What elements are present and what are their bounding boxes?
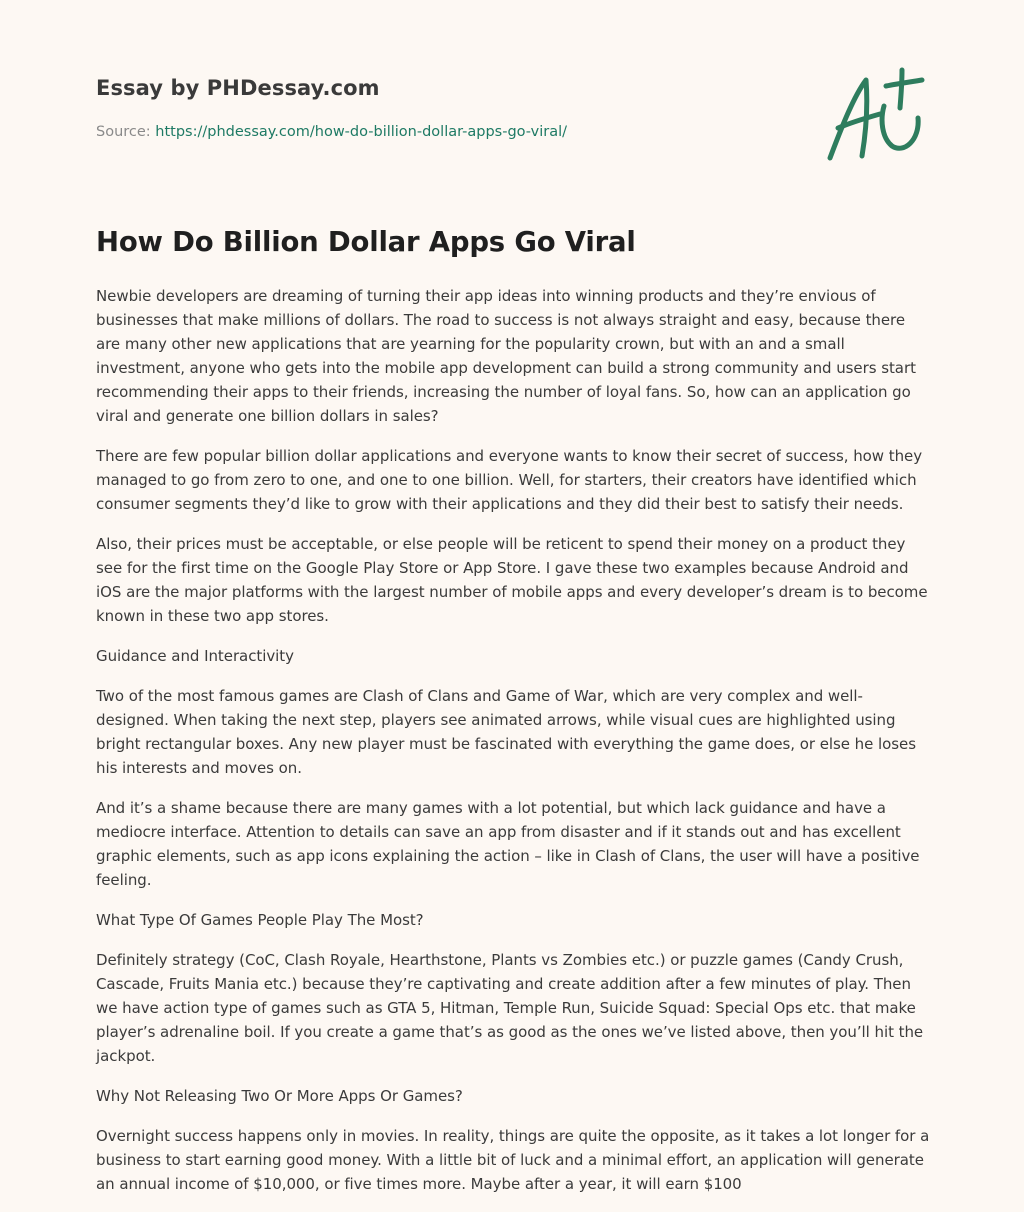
paragraph: Also, their prices must be acceptable, or else people will be reticent to spend their money on a product they see for the first time on the Google Play Store or App Store. I gave these two examples because Android and iOS are the major platforms with the largest number of mobile apps and every developer’s dream is to become known in these two app stores. [96, 535, 928, 625]
site-title: Essay by PHDessay.com [96, 76, 380, 100]
paragraph: Two of the most famous games are Clash of Clans and Game of War, which are very complex and well-designed. When taking the next step, players see animated arrows, while visual cues are highlighted using bright rectangular boxes. Any new player must be fascinated with everything the game does, or else he loses his interests and moves on. [96, 687, 916, 777]
source-line [96, 124, 567, 140]
source-label: Source: [96, 124, 151, 140]
essay-body [96, 284, 932, 1212]
section-heading: Why Not Releasing Two Or More Apps Or Games? [96, 1087, 463, 1105]
paragraph: Definitely strategy (CoC, Clash Royale, Hearthstone, Plants vs Zombies etc.) or puzzle games (Candy Crush, Cascade, Fruits Mania etc.) because they’re captivating and create addition after a few minutes of play. Then we have action type of games such as GTA 5, Hitman, Temple Run, Suicide Squad: Special Ops etc. that make player’s adrenaline boil. If you create a game that’s as good as the ones we’ve listed above, then you’ll hit the jackpot. [96, 951, 924, 1065]
paragraph: Newbie developers are dreaming of turning their app ideas into winning products and they’re envious of businesses that make millions of dollars. The road to success is not always straight and easy, because there are many other new applications that are yearning for the popularity crown, but with an and a small investment, anyone who gets into the mobile app development can build a strong community and users start recommending their apps to their friends, increasing the number of loyal fans. So, how can an application go viral and generate one billion dollars in sales? [96, 287, 916, 425]
paragraph: And it’s a shame because there are many games with a lot potential, but which lack guidance and have a mediocre interface. Attention to details can save an app from disaster and if it stands out and has excellent graphic elements, such as app icons explaining the action – like in Clash of Clans, the user will have a positive feeling. [96, 799, 920, 889]
section-heading: What Type Of Games People Play The Most? [96, 911, 424, 929]
paragraph: Overnight success happens only in movies. In reality, things are quite the opposite, as it takes a lot longer for a business to start earning good money. With a little bit of luck and a minimal effort, an application will generate an annual income of $10,000, or five times more. Maybe after a year, it will earn $100 [96, 1127, 930, 1193]
essay-title: How Do Billion Dollar Apps Go Viral [96, 226, 636, 258]
a-plus-logo-icon [822, 66, 930, 166]
source-link[interactable]: https://phdessay.com/how-do-billion-dollar-apps-go-viral/ [155, 124, 568, 140]
paragraph: There are few popular billion dollar applications and everyone wants to know their secret of success, how they managed to go from zero to one, and one to one billion. Well, for starters, their creators have identified which consumer segments they’d like to grow with their applications and they did their best to satisfy their needs. [96, 447, 923, 513]
section-heading: Guidance and Interactivity [96, 647, 294, 665]
